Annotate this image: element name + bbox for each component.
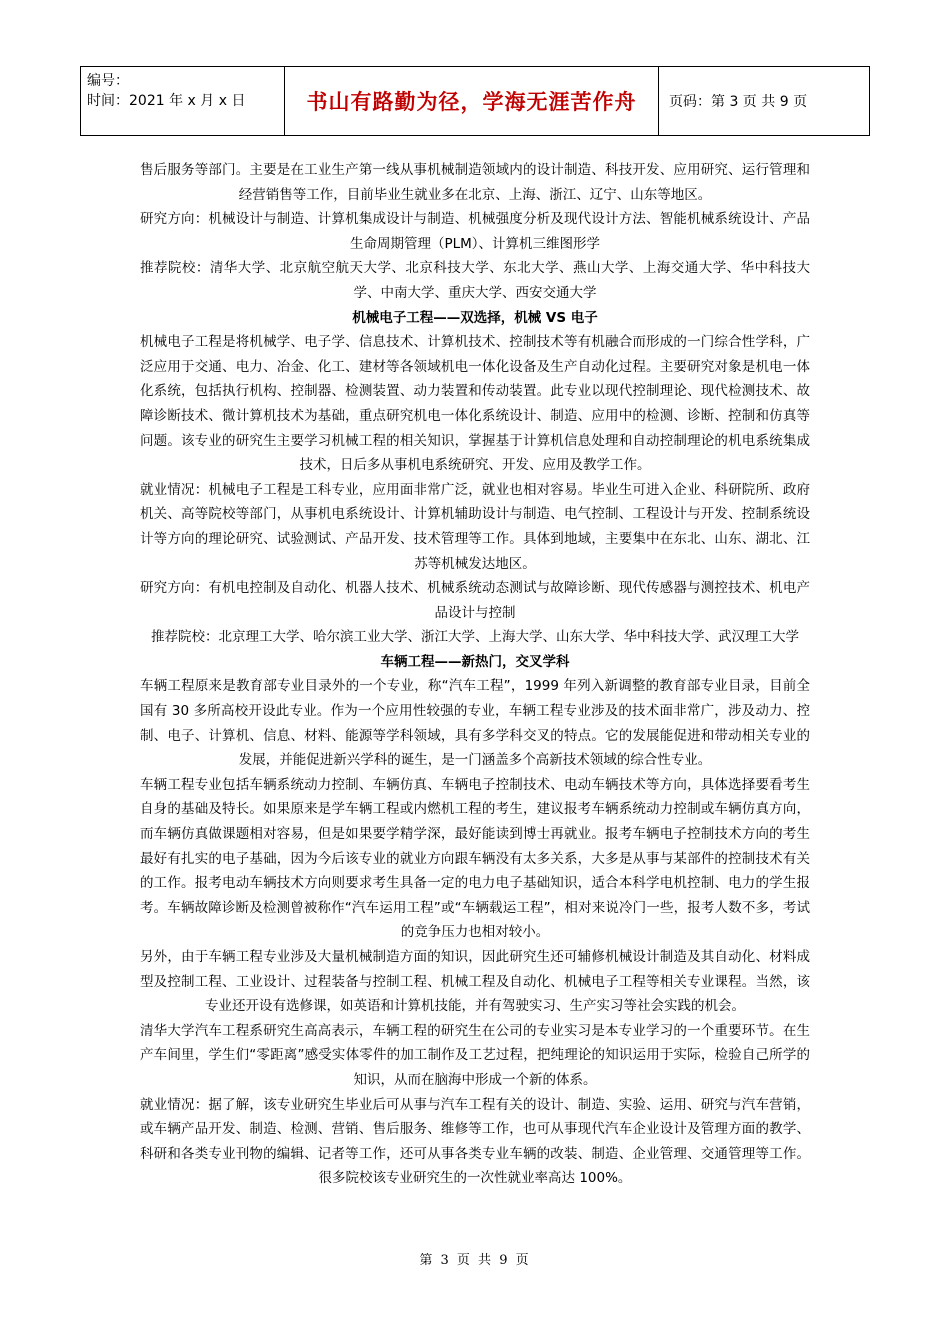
body-paragraph: 车辆工程原来是教育部专业目录外的一个专业，称“汽车工程”，1999 年列入新调整的教育部专业目录，目前全国有 30 多所高校开设此专业。作为一个应用性较强的专业，车辆工程专业涉及的技术面非常广，涉及动力、控制、电子、计算机、信息、材料、能源等学科领域，具有多学科交叉的特点。它的发展能促进和带动相关专业的发展，并能促进新兴学科的诞生，是一门涵盖多个高新技术领域的综合性专业。 <box>140 678 810 769</box>
body-paragraph: 清华大学汽车工程系研究生高高表示，车辆工程的研究生在公司的专业实习是本专业学习的一个重要环节。在生产车间里，学生们“零距离”感受实体零件的加工制作及工艺过程，把纯理论的知识运用于实际，检验自己所学的知识，从而在脑海中形成一个新的体系。 <box>140 1022 810 1088</box>
section-heading: 车辆工程——新热门，交叉学科 <box>380 653 570 670</box>
page-header <box>80 66 870 136</box>
document-date: 时间：2021 年 x 月 x 日 <box>87 93 246 109</box>
header-page-info: 页码：第 3 页 共 9 页 <box>669 94 808 110</box>
body-paragraph: 研究方向：有机电控制及自动化、机器人技术、机械系统动态测试与故障诊断、现代传感器与测控技术、机电产品设计与控制 <box>140 580 810 621</box>
body-paragraph: 车辆工程专业包括车辆系统动力控制、车辆仿真、车辆电子控制技术、电动车辆技术等方向，具体选择要看考生自身的基础及特长。如果原来是学车辆工程或内燃机工程的考生，建议报考车辆系统动力控制或车辆仿真方向，而车辆仿真做课题相对容易，但是如果要学精学深，最好能读到博士再就业。报考车辆电子控制技术方向的考生最好有扎实的电子基础，因为今后该专业的就业方向跟车辆没有太多关系，大多是从事与某部件的控制技术有关的工作。报考电动车辆技术方向则要求考生具备一定的电力电子基础知识，适合本科学电机控制、电力的学生报考。车辆故障诊断及检测曾被称作“汽车运用工程”或“车辆载运工程”，相对来说冷门一些，报考人数不多，考试的竞争压力也相对较小。 <box>140 776 810 941</box>
section-heading: 机械电子工程——双选择，机械 VS 电子 <box>352 309 598 326</box>
body-paragraph: 另外，由于车辆工程专业涉及大量机械制造方面的知识，因此研究生还可辅修机械设计制造及其自动化、材料成型及控制工程、工业设计、过程装备与控制工程、机械工程及自动化、机械电子工程等相关专业课程。当然，该专业还开设有选修课，如英语和计算机技能，并有驾驶实习、生产实习等社会实践的机会。 <box>140 949 810 1015</box>
body-paragraph: 就业情况：据了解，该专业研究生毕业后可从事与汽车工程有关的设计、制造、实验、运用、研究与汽车营销，或车辆产品开发、制造、检测、营销、售后服务、维修等工作，也可从事现代汽车企业设计及管理方面的教学、科研和各类专业刊物的编辑、记者等工作，还可从事各类专业车辆的改装、制造、企业管理、交通管理等工作。很多院校该专业研究生的一次性就业率高达 100%。 <box>140 1096 810 1187</box>
body-paragraph: 推荐院校：清华大学、北京航空航天大学、北京科技大学、东北大学、燕山大学、上海交通大学、华中科技大学、中南大学、重庆大学、西安交通大学 <box>140 260 810 301</box>
body-paragraph: 机械电子工程是将机械学、电子学、信息技术、计算机技术、控制技术等有机融合而形成的一门综合性学科，广泛应用于交通、电力、冶金、化工、建材等各领域机电一体化设备及生产自动化过程。主要研究对象是机电一体化系统，包括执行机构、控制器、检测装置、动力装置和传动装置。此专业以现代控制理论、现代检测技术、故障诊断技术、微计算机技术为基础，重点研究机电一体化系统设计、制造、应用中的检测、诊断、控制和仿真等问题。该专业的研究生主要学习机械工程的相关知识，掌握基于计算机信息处理和自动控制理论的机电系统集成技术，日后多从事机电系统研究、开发、应用及教学工作。 <box>140 334 810 474</box>
body-paragraph: 推荐院校：北京理工大学、哈尔滨工业大学、浙江大学、上海大学、山东大学、华中科技大学、武汉理工大学 <box>151 629 799 646</box>
document-number-label: 编号： <box>87 73 129 89</box>
page-footer: 第 3 页 共 9 页 <box>419 1253 531 1268</box>
body-paragraph: 就业情况：机械电子工程是工科专业，应用面非常广泛，就业也相对容易。毕业生可进入企业、科研院所、政府机关、高等院校等部门，从事机电系统设计、计算机辅助设计与制造、电气控制、工程设计与开发、控制系统设计等方向的理论研究、试验测试、产品开发、技术管理等工作。具体到地域，主要集中在东北、山东、湖北、江苏等机械发达地区。 <box>140 481 810 572</box>
header-left-cell <box>81 67 285 135</box>
document-body <box>140 158 810 1191</box>
header-motto: 书山有路勤为径，学海无涯苦作舟 <box>285 67 659 135</box>
body-paragraph: 售后服务等部门。主要是在工业生产第一线从事机械制造领域内的设计制造、科技开发、应用研究、运行管理和经营销售等工作，目前毕业生就业多在北京、上海、浙江、辽宁、山东等地区。 <box>140 162 810 203</box>
body-paragraph: 研究方向：机械设计与制造、计算机集成设计与制造、机械强度分析及现代设计方法、智能机械系统设计、产品生命周期管理（PLM）、计算机三维图形学 <box>140 211 810 252</box>
